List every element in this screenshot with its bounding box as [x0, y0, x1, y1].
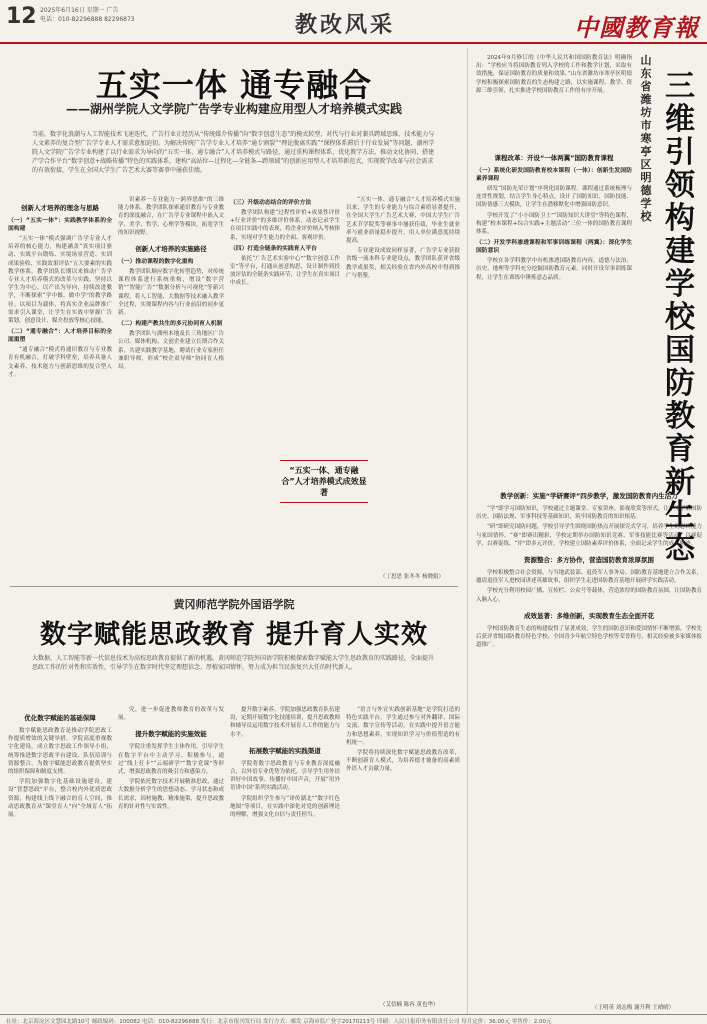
- article3-paragraph: 学校充分利用校园广播、宣传栏、公众号等载体，营造浓厚的国防教育氛围，让国防教育入脑入心。: [476, 588, 702, 603]
- article1-paragraph: “五实一体”模式强调广告学专业人才培养的核心能力，构建涵盖“真实项目驱动、实战平台锻炼、实境场景营造、实训成果验收、实践效果评估”五大要素的实践教学体系。教学团队长期以来推动广告学专业人才培养模式的改革与实践，坚持以学生为中心，以产出为导向，持续改进教学，不断探索“学中做、做中学”的教学路径。以项目为载体，将真实企业品牌推广需求引入课堂，让学生在实战中掌握广告策划、创意设计、媒介投放等核心技能。: [8, 236, 112, 325]
- article1-paragraph: 教学团队顺应数字化转型趋势，对传统课程体系进行系统重构，增设“数字营销”“智能广告”“数据分析与可视化”等新兴课程，将人工智能、大数据等技术融入教学全过程，实现课程内容与行业前沿的同步更新。: [118, 269, 224, 317]
- article1-subheading: （一）“五实一体”：实践教学体系的全面构建: [8, 218, 112, 232]
- article3-kicker: 山东省潍坊市寒亭区明德学校: [640, 54, 652, 223]
- masthead-info: [40, 6, 135, 24]
- article1-subheading: （二）“通专融合”：人才培养目标的全面重塑: [8, 329, 112, 344]
- phone-line: 电话：010-82296888 82296873: [40, 16, 135, 23]
- article1-column-1: [8, 196, 112, 576]
- article2-paragraph: 学院将数字思政教育与专业教育深度融合，以外语专业优势为依托，引导学生用外语讲好中国故事、传播好中国声音，开展“用外语讲中国”系列实践活动。: [230, 760, 340, 792]
- article2-column-2: [118, 706, 224, 1006]
- article2-paragraph: “语言与外宣实践创新基地”是学院打造的特色实践平台。学生通过参与对外翻译、国际交流、数字宣传等活动，在实践中提升语言能力和思想素养，实现知识学习与价值塑造的有机统一。: [346, 707, 460, 746]
- article1-paragraph: 教学团队与湖州本地及长三角地区广告公司、媒体机构、文创企业建立长期合作关系，共建实践教学基地，聘请行业专家担任兼职导师，形成“校企双导师”协同育人格局。: [118, 331, 224, 371]
- article1-title: 五实一体 通专融合: [95, 66, 373, 104]
- article1-subheading: （四）打造全链条的实践育人平台: [230, 245, 317, 252]
- article2-summary: 大数据、人工智能等新一代信息技术为高校思政教育提供了新的机遇。黄冈师范学院外国语学院积极探索数字赋能大学生思政教育的实践路径，全面提升思政工作的针对性和实效性，引导学生在数字时代坚定理想信念、厚植家国情怀，努力成为担当民族复兴大任的时代新人。: [32, 655, 435, 671]
- article1-paragraph: 识素养一专业能力一跨界思维”的三维能力体系。教学团队探索通识教育与专业教育的深度融合，在广告学专业课程中嵌入文学、美学、哲学、心理学等模块，拓宽学生的知识视野。: [118, 197, 224, 236]
- article2-paragraph: 学院将持续深化数字赋能思政教育改革，不断创新育人模式，为培养德才兼备的高素质外语人才贡献力量。: [346, 750, 460, 773]
- article2-paragraph: 究，进一步促进教师教育的改革与发展。: [118, 707, 224, 722]
- page-footer: 社址：北京海淀区文慧园北路10号 邮政编码：100082 电话：010-82296888 发行：北京市报刊发行局 发行方式：邮发 京海市监广登字20170213号 印刷：人民日报印务有限责任公司 每月定价：36.00元 零售价：2.00元: [0, 1014, 707, 1024]
- article1-column-4: [346, 196, 460, 566]
- article3-paragraph: 学校在各学科教学中有机渗透国防教育内容，道德与法治、历史、地理等学科充分挖掘国防教育元素，同时开设军事训练课程，让学生在训练中锤炼意志品质。: [476, 258, 632, 281]
- article3-paragraph: 学校国防教育生态的构建取得了显著成效，学生的国防意识和爱国情怀不断增强，学校先后获评省级国防教育特色学校、全国青少年航空特色学校等荣誉称号，相关经验被多家媒体报道推广。: [476, 625, 702, 649]
- article3-byline: （王明英 刘志梅 谢升利 王晴晴）: [592, 1005, 675, 1011]
- article2-byline: （艾信楠 陈容 黄也华）: [380, 1002, 439, 1008]
- article1-paragraph: 教学团队构建“过程性评价+成果性评价+行业评价”的多维评价体系，动态记录学生在项目实践中的表现，将企业评价纳入考核体系，实现对学生能力的全面、客观评价。: [230, 210, 340, 241]
- article2-column-1: [8, 706, 112, 1006]
- article1-column-2: [118, 196, 224, 576]
- article3-paragraph: 2024年9月修订的《中华人民共和国国防教育法》明确指出：“学校应当将国防教育列入学校的工作和教学计划，采取有效措施，保证国防教育的质量和效果。”山东省潍坊市寒亭区明德学校积极探索国防教育的生态构建之路，以实施课程、教学、资源三维引领，扎实推进学校国防教育工作的有序开展。: [476, 55, 632, 94]
- article2-heading-3: 拓展数字赋能的实践渠道: [249, 746, 321, 755]
- article3-paragraph: 研发“国防光荣计划”序列化国防课程。课程通过系统梳理与连贯性规划，结合学生身心特点，设计了国防知识、国防技能、国防情感三大模块，让学生在潜移默化中增强国防意识。: [476, 186, 632, 209]
- article3-paragraph: “学”即学习国防知识，学校通过主题课堂、专家讲座、影视欣赏等形式，让学生了解国防历史、国防法规、军事科技等基础知识，筑牢国防教育的知识根基。: [476, 506, 702, 521]
- article2-paragraph: 数字赋能思政教育是推动学院思政工作提质增效的关键举措。学院高度重视数字化建设，成立数字思政工作领导小组，统筹推进数字思政平台建设、队伍培训与资源整合，为数字赋能思政教育提供坚实的组织保障和制度支撑。: [8, 728, 112, 776]
- masthead: [0, 0, 707, 44]
- article1-column-3: [230, 196, 340, 452]
- article2-paragraph: 学院组织学生参与“译传湖北”“数字红色地图”等项目，在实践中深化对党的创新理论的理解，增强文化自信与责任担当。: [230, 795, 340, 819]
- article-divider: [10, 586, 458, 587]
- article2-title: 数字赋能思政教育 提升育人实效: [39, 620, 429, 650]
- article1-subheading: （二）构建产教共生的多元协同育人机制: [118, 321, 223, 328]
- article3-subheading: （一）系统化研发国防教育校本课程（一体）：创新生发国防素养课程: [476, 168, 632, 182]
- article3-subheading: （二）开发学科渗透课程和军事训练课程（两翼）：深化学生国防意识: [476, 240, 632, 255]
- article2-column-3: [230, 706, 340, 1006]
- article3-intro: [476, 54, 632, 144]
- article2-heading-1: 优化数字赋能的基础保障: [24, 714, 96, 722]
- article2-paragraph: 提升数字素养。学院加强思政教育队伍建设，定期开展数字化技能培训，提升思政教师和辅导员运用数字技术开展育人工作的能力与水平。: [230, 707, 340, 738]
- article1-pull-quote: “五实一体、通专融合”人才培养模式成效显著: [280, 460, 368, 503]
- article3-heading-3: 资源整合：多方协作，营造国防教育浓厚氛围: [524, 556, 654, 565]
- date-line: 2025年6月16日 星期一 广告: [40, 7, 119, 14]
- article1-subheading: （一）推动课程的数字化重构: [118, 259, 194, 266]
- article1-byline: （丁思思 张冬冬 杨晓娟）: [380, 574, 444, 580]
- page-number: 12: [6, 4, 37, 29]
- article1-subheading: （三）升级动态结合的评价方法: [230, 200, 312, 206]
- article3-column-upper: [476, 146, 632, 476]
- article2-heading-2: 提升数字赋能的实施效能: [135, 730, 207, 739]
- article3-paragraph: “研”即研究国防问题，学校引导学生围绕国防热点开展探究式学习，培养学生的思辨能力与家国情怀。“赛”即赛出精彩，学校定期举办国防知识竞赛、军事技能比赛等活动，以赛促学、以赛促练。“评”即多元评价，学校建立国防素养评价体系，全面记录学生的成长轨迹。: [476, 524, 702, 547]
- article1-paragraph: “通专融合”模式将通识教育与专业教育有机融合，打破学科壁垒，培养具备人文素养、技术能力与创新思维的复合型人才。: [8, 347, 112, 378]
- article3-heading-1: 课程改革：开设“一体两翼”国防教育课程: [494, 154, 614, 162]
- article3-heading-4: 成效显著：多维创新，实现教育生态全面开花: [524, 611, 654, 620]
- article3-paragraph: 学校开发了“小小国防卫士”“国防知识大讲堂”等特色课程，构建“校本课程+综合实践+主题活动”三位一体的国防教育课程体系。: [476, 212, 632, 236]
- article2-paragraph: 学院依托数字技术开展精准思政，通过大数据分析学生的思想动态、学习状态和成长需求，因材施教、精准施策，提升思政教育的针对性与实效性。: [118, 779, 224, 810]
- article2-paragraph: 学院注重发挥学生主体作用，引导学生在数字平台中主动学习、积极参与，通过“线上打卡”“云端研学”“数字党课”等形式，增强思政教育的吸引力和感染力。: [118, 744, 224, 776]
- newspaper-logo: 中國教育報: [574, 13, 699, 42]
- article1-paragraph: 依托“广告艺术实验中心”“数字创意工作室”等平台，打通从创意构思、设计制作到投放评估的全链条实践环节，让学生在真实项目中成长。: [230, 255, 340, 287]
- article1-paragraph: 专业建设成效同样显著，广告学专业获批省级一流本科专业建设点，教学团队获评省级教学成果奖，相关经验在省内外高校中得到推广与借鉴。: [346, 248, 460, 279]
- section-title: 教改风采: [295, 12, 396, 38]
- article3-heading-2: 教学创新：实施“学研赛评”四步教学，激发国防教育内生活力: [500, 492, 678, 500]
- article1-heading-2: 创新人才培养的实施路径: [135, 245, 207, 254]
- article1-paragraph: “五实一体、通专融合”人才培养模式实施以来，学生的专业能力与综合素质显著提升，在全国大学生广告艺术大赛、中国大学生广告艺术节学院奖等赛事中屡获佳绩，毕业生就业率与就业质量稳步提升，用人单位满意度持续提高。: [346, 197, 460, 245]
- article3-paragraph: 学校积极整合社会资源，与当地武装部、退役军人事务局、国防教育基地建立合作关系，邀请退役军人进校园讲述英雄故事，组织学生走进国防教育基地开展研学实践活动。: [476, 570, 702, 585]
- article3-title: 三维引领 构建学校国防教育新生态: [665, 69, 695, 566]
- article1-summary: 当前，数字化浪潮与人工智能技术飞速迭代，广告行业正经历从“传统媒介传播”向“数字创意生态”的模式转型，对代与行业对兼具跨域思维、技术能力与人文素养的复合型广告学专业人才需求愈加迫切。为解决传统广告学专业人才培养“通专割裂”“理论脱离实践”“课程体系滞后于行业发展”等问题，湖州学院人文学院广告学专业构建了以行业需求为导向的“五实一体、通专融合”人才培养模式与路径，通过重构课程体系、优化教学方法、推动文化协同、搭建产学合作平台“数字创意+战略传播”特色的实践体系，建构“高站位—过程化—全链条—跨领域”的创新应用型人才培养新范式，实现教学改革与社会需求的有效衔接，学生在全国大学生广告艺术大赛等赛事中屡获佳绩。: [32, 131, 435, 174]
- article1-subtitle: ——湖州学院人文学院广告学专业构建应用型人才培养模式实践: [65, 102, 402, 116]
- article2-column-4: [346, 706, 460, 996]
- left-column: [0, 48, 468, 1014]
- article2-paragraph: 学院加强数字化基础设施建设，建设“智慧思政”平台，整合校内外优质思政资源，构建线上线下融合的育人空间，推动思政教育从“课堂育人”向“全域育人”拓展。: [8, 779, 112, 819]
- article2-kicker: 黄冈师范学院外国语学院: [173, 598, 295, 611]
- article1-heading-1: 创新人才培养的理念与思路: [21, 204, 99, 212]
